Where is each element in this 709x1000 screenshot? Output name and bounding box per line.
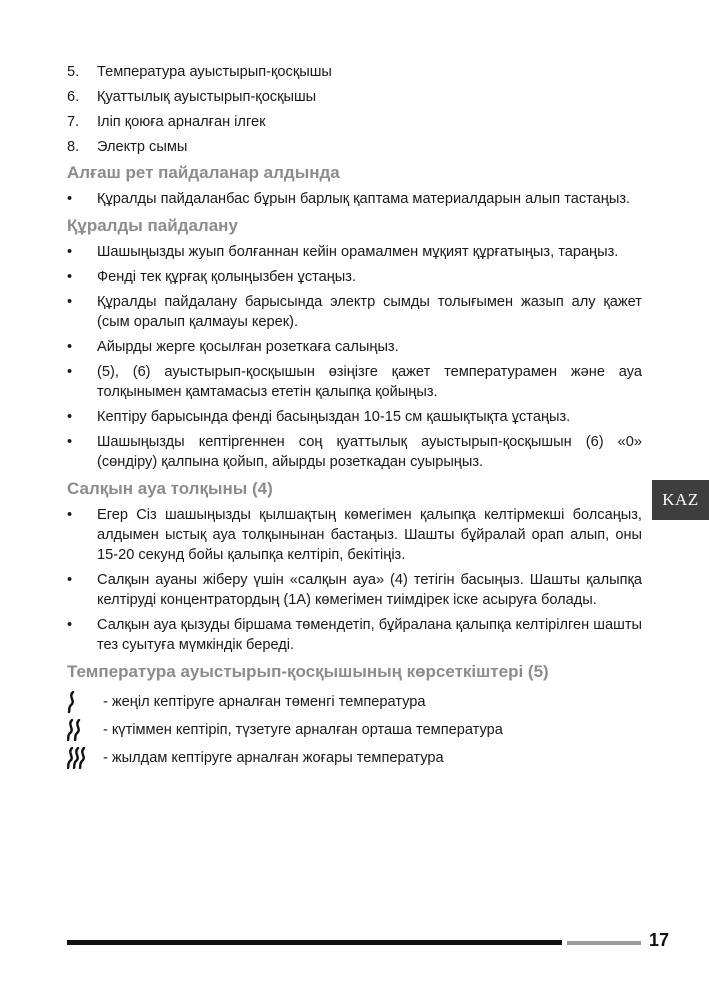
bullet-text: Кептіру барысында фенді басыңыздан 10-15 см қашықтықта ұстаңыз. bbox=[97, 409, 571, 425]
bullet-text: Шашыңызды кептіргеннен соң қуаттылық ауыстырып-қосқышын (6) «0» (сөндіру) қалпына қойып, айырды розеткадан суырыңыз. bbox=[97, 434, 642, 470]
page-content bbox=[67, 62, 642, 772]
item-number: 8. bbox=[67, 139, 80, 155]
list-item bbox=[67, 137, 642, 162]
bullet-list bbox=[67, 242, 642, 472]
bullet-mark: • bbox=[67, 409, 73, 425]
bullet-text: Құралды пайдалану барысында электр сымды толығымен жазып алу қажет (сым оралып қалмауы керек). bbox=[97, 294, 642, 330]
list-item bbox=[67, 716, 642, 744]
bullet-text: Салқын ауаны жіберу үшін «салқын ауа» (4) тетігін басыңыз. Шашты қалыпқа келтіруді концентратордың (1A) көмегімен тиімдірек іске асыруға болады. bbox=[97, 572, 642, 608]
item-number: 7. bbox=[67, 114, 80, 130]
section-heading-cool-air: Салқын ауа толқыны (4) bbox=[67, 479, 273, 498]
bullet-mark: • bbox=[67, 572, 73, 588]
bullet-text: Фенді тек құрғақ қолыңызбен ұстаңыз. bbox=[97, 269, 357, 285]
list-item bbox=[67, 744, 642, 772]
language-tab: KAZ bbox=[652, 480, 709, 520]
list-item bbox=[67, 505, 642, 565]
list-item bbox=[67, 337, 642, 357]
bullet-text: Айырды жерге қосылған розеткаға салыңыз. bbox=[97, 339, 399, 355]
item-text: Іліп қоюға арналған ілгек bbox=[97, 114, 266, 130]
section-heading-temperature-indicators: Температура ауыстырып-қосқышының көрсеткіштері (5) bbox=[67, 662, 549, 681]
heat-low-icon bbox=[67, 691, 103, 713]
bullet-text: Құралды пайдаланбас бұрын барлық қаптама материалдарын алып тастаңыз. bbox=[97, 191, 631, 207]
indicator-text: - жеңіл кептіруге арналған төменгі температура bbox=[103, 694, 426, 710]
heat-high-icon bbox=[67, 747, 103, 769]
list-item bbox=[67, 87, 642, 112]
bullet-mark: • bbox=[67, 339, 73, 355]
footer-rule-dark bbox=[67, 940, 562, 945]
bullet-mark: • bbox=[67, 507, 73, 523]
bullet-mark: • bbox=[67, 269, 73, 285]
bullet-mark: • bbox=[67, 294, 73, 310]
list-item bbox=[67, 189, 642, 209]
page-number: 17 bbox=[649, 930, 670, 950]
bullet-text: (5), (6) ауыстырып-қосқышын өзіңізге қажет температурамен және ауа толқынымен қамтамасыз ететін қалыпқа қойыңыз. bbox=[97, 364, 642, 400]
item-number: 6. bbox=[67, 89, 80, 105]
bullet-mark: • bbox=[67, 617, 73, 633]
indicator-text: - күтіммен кептіріп, түзетуге арналған орташа температура bbox=[103, 722, 503, 738]
temperature-indicator-list bbox=[67, 688, 642, 772]
heat-medium-icon bbox=[67, 719, 103, 741]
parts-list bbox=[67, 62, 642, 162]
bullet-mark: • bbox=[67, 434, 73, 450]
list-item bbox=[67, 292, 642, 332]
bullet-text: Егер Сіз шашыңызды қылшақтың көмегімен қалыпқа келтірмекші болсаңыз, алдымен ыстық ауа толқынынан бастаңыз. Шашты бұйралай орап алып, оны 15-20 секунд бойы қалыпқа келтіріп, бекітіңіз. bbox=[97, 507, 642, 563]
list-item bbox=[67, 62, 642, 87]
bullet-text: Шашыңызды жуып болғаннан кейін орамалмен мұқият құрғатыңыз, тараңыз. bbox=[97, 244, 619, 260]
list-item bbox=[67, 432, 642, 472]
section-heading-before-first-use: Алғаш рет пайдаланар алдында bbox=[67, 163, 340, 182]
list-item bbox=[67, 615, 642, 655]
bullet-mark: • bbox=[67, 244, 73, 260]
list-item bbox=[67, 242, 642, 262]
bullet-mark: • bbox=[67, 364, 73, 380]
list-item bbox=[67, 407, 642, 427]
item-number: 5. bbox=[67, 64, 80, 80]
list-item bbox=[67, 267, 642, 287]
list-item bbox=[67, 688, 642, 716]
section-heading-usage: Құралды пайдалану bbox=[67, 216, 238, 235]
indicator-text: - жылдам кептіруге арналған жоғары температура bbox=[103, 750, 444, 766]
item-text: Қуаттылық ауыстырып-қосқышы bbox=[97, 89, 317, 105]
bullet-mark: • bbox=[67, 191, 73, 207]
list-item bbox=[67, 362, 642, 402]
bullet-list bbox=[67, 505, 642, 655]
bullet-list bbox=[67, 189, 642, 209]
list-item bbox=[67, 570, 642, 610]
list-item bbox=[67, 112, 642, 137]
item-text: Температура ауыстырып-қосқышы bbox=[97, 64, 332, 80]
footer-rule-gray bbox=[567, 941, 641, 945]
item-text: Электр сымы bbox=[97, 139, 188, 155]
bullet-text: Салқын ауа қызуды біршама төмендетіп, бұйралана қалыпқа келтірілген шашты тез суытуға мүмкіндік береді. bbox=[97, 617, 642, 653]
